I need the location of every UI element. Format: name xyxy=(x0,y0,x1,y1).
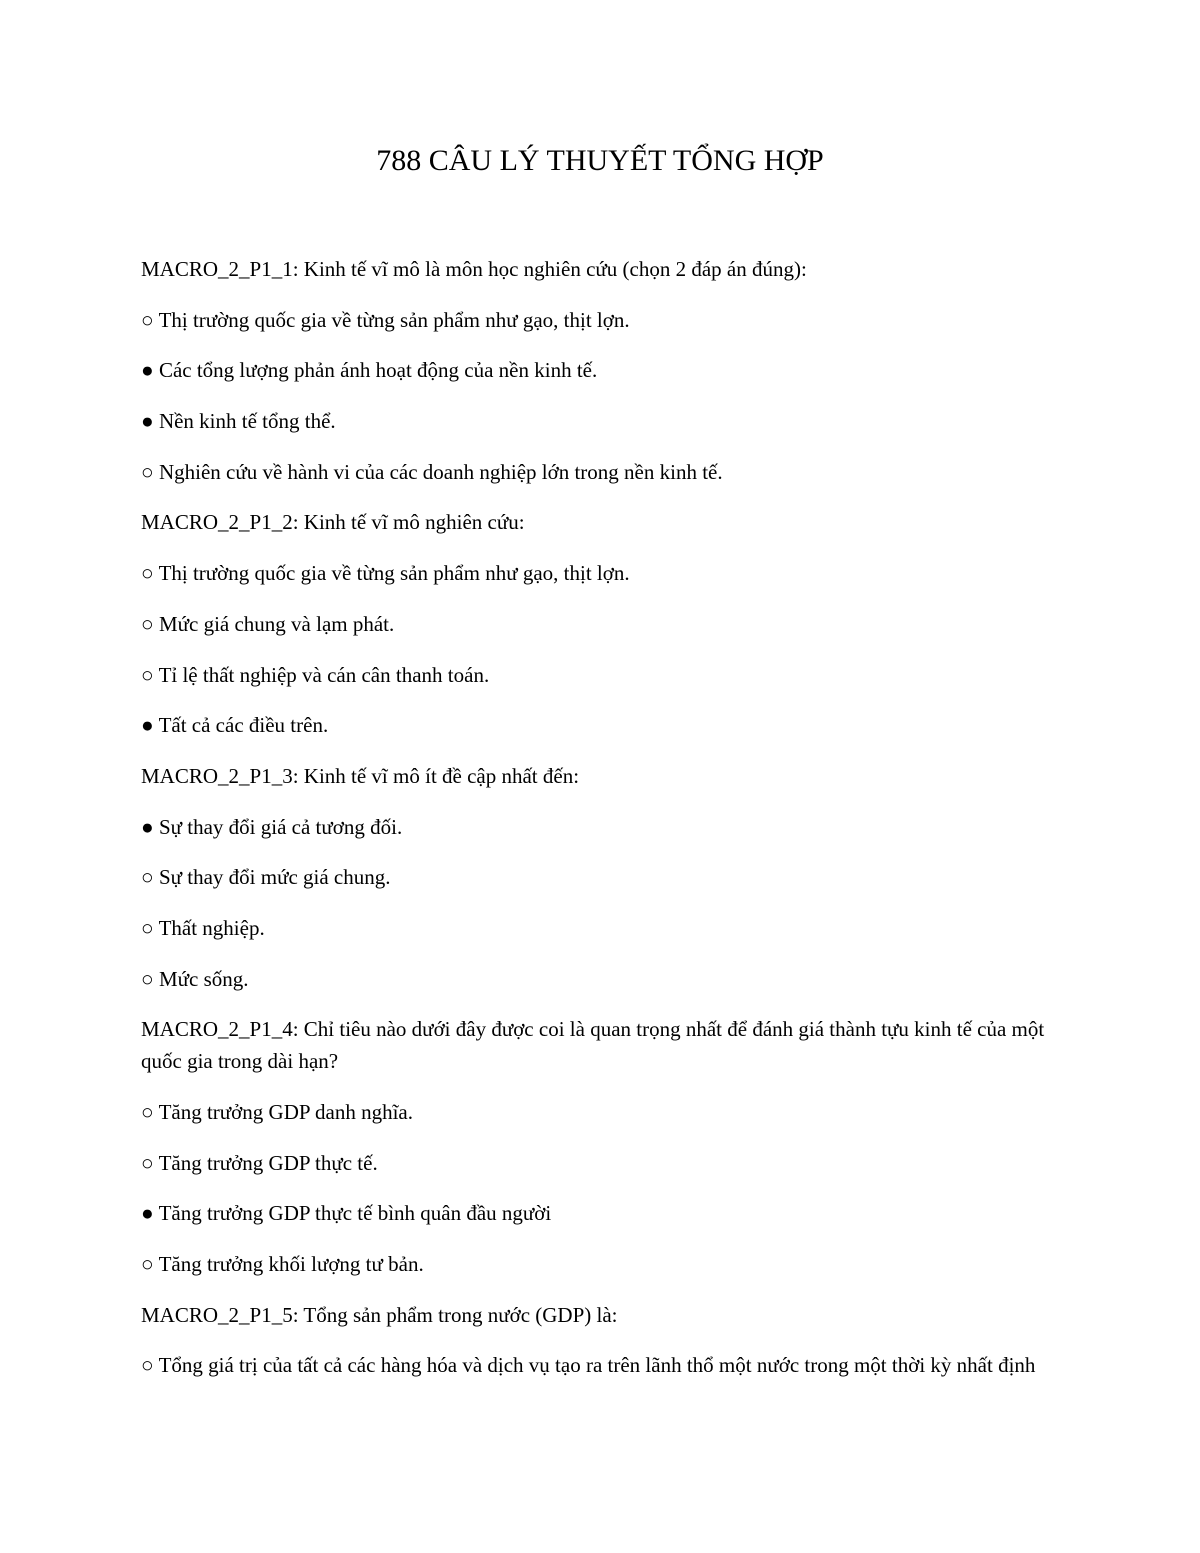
question-1: MACRO_2_P1_1: Kinh tế vĩ mô là môn học nghiên cứu (chọn 2 đáp án đúng): xyxy=(141,257,807,281)
question-2: MACRO_2_P1_2: Kinh tế vĩ mô nghiên cứu: xyxy=(141,510,525,535)
option-mark: ● xyxy=(141,409,154,434)
option-mark: ● xyxy=(141,1201,154,1226)
option-text: Mức sống. xyxy=(158,966,249,991)
option-text: Sự thay đổi giá cả tương đối. xyxy=(158,814,403,839)
option-text: Tăng trưởng khối lượng tư bản. xyxy=(158,1252,424,1277)
option-mark: ○ xyxy=(141,865,154,890)
option-text: Tăng trưởng GDP thực tế bình quân đầu người xyxy=(158,1201,552,1226)
option-mark: ● xyxy=(141,814,154,839)
option-text: Tăng trưởng GDP thực tế. xyxy=(158,1150,378,1175)
answer-option xyxy=(141,1096,1061,1128)
document-body xyxy=(141,253,1061,1400)
option-text: Thị trường quốc gia về từng sản phẩm như gạo, thịt lợn. xyxy=(158,307,630,332)
answer-option xyxy=(141,861,1061,893)
answer-option xyxy=(141,354,1061,386)
option-mark: ● xyxy=(141,358,154,383)
option-text: Thị trường quốc gia về từng sản phẩm như gạo, thịt lợn. xyxy=(158,561,630,586)
answer-option xyxy=(141,659,1061,691)
document-title: 788 CÂU LÝ THUYẾT TỔNG HỢP xyxy=(376,144,824,177)
option-mark: ○ xyxy=(141,307,154,332)
answer-option xyxy=(141,709,1061,741)
option-mark: ● xyxy=(141,713,154,738)
option-mark: ○ xyxy=(141,1353,154,1378)
question-3: MACRO_2_P1_3: Kinh tế vĩ mô ít đề cập nhất đến: xyxy=(141,763,580,788)
answer-option xyxy=(141,1197,1061,1229)
option-mark: ○ xyxy=(141,561,154,586)
option-mark: ○ xyxy=(141,662,154,687)
option-text: Tất cả các điều trên. xyxy=(158,713,329,738)
option-text: Thất nghiệp. xyxy=(158,915,265,940)
answer-option xyxy=(141,557,1061,589)
answer-option xyxy=(141,963,1061,995)
option-mark: ○ xyxy=(141,1100,154,1124)
option-text: Nghiên cứu về hành vi của các doanh nghiệp lớn trong nền kinh tế. xyxy=(158,459,723,484)
answer-option xyxy=(141,1248,1061,1280)
question-5: MACRO_2_P1_5: Tổng sản phẩm trong nước (GDP) là: xyxy=(141,1302,618,1327)
option-text: Tổng giá trị của tất cả các hàng hóa và dịch vụ tạo ra trên lãnh thổ một nước trong một thời kỳ nhất định xyxy=(158,1353,1036,1378)
option-mark: ○ xyxy=(141,966,154,991)
answer-option xyxy=(141,1147,1061,1179)
answer-option xyxy=(141,304,1061,336)
question-4: MACRO_2_P1_4: Chỉ tiêu nào dưới đây được coi là quan trọng nhất để đánh giá thành tựu kinh tế của một quốc gia trong dài hạn? xyxy=(141,1017,1045,1074)
option-text: Mức giá chung và lạm phát. xyxy=(158,611,395,636)
option-mark: ○ xyxy=(141,1150,154,1175)
option-text: Các tổng lượng phản ánh hoạt động của nền kinh tế. xyxy=(158,358,598,383)
option-text: Tăng trưởng GDP danh nghĩa. xyxy=(158,1100,413,1124)
option-mark: ○ xyxy=(141,459,154,484)
option-text: Tỉ lệ thất nghiệp và cán cân thanh toán. xyxy=(158,662,490,687)
answer-option xyxy=(141,608,1061,640)
answer-option xyxy=(141,1349,1061,1381)
answer-option xyxy=(141,456,1061,488)
answer-option xyxy=(141,912,1061,944)
option-mark: ○ xyxy=(141,611,154,636)
option-text: Sự thay đổi mức giá chung. xyxy=(158,865,391,890)
option-mark: ○ xyxy=(141,1252,154,1277)
option-mark: ○ xyxy=(141,915,154,940)
option-text: Nền kinh tế tổng thể. xyxy=(158,409,336,434)
answer-option xyxy=(141,811,1061,843)
answer-option xyxy=(141,405,1061,437)
